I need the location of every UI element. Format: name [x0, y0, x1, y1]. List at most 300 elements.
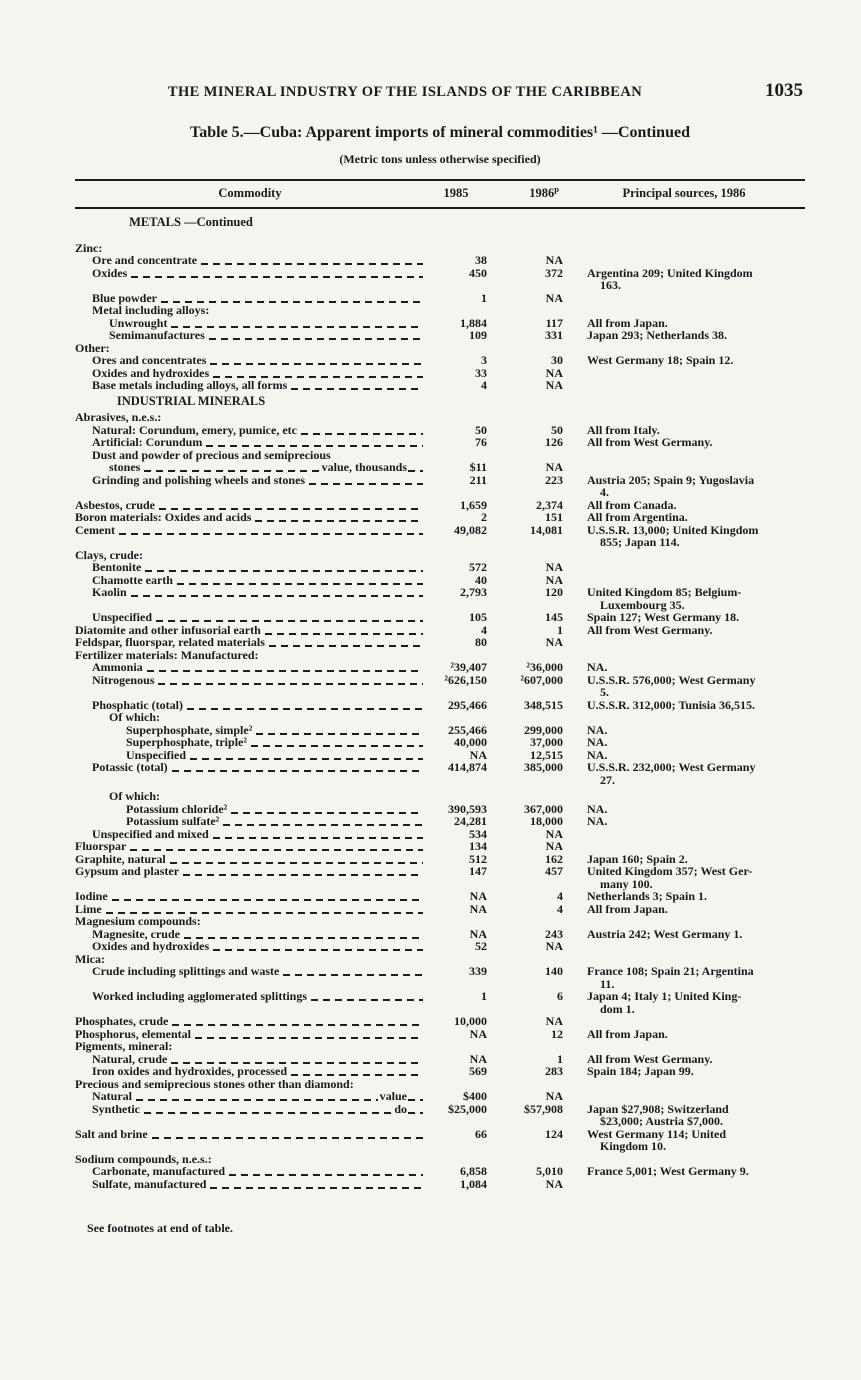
value-1985: 1 [481, 290, 487, 305]
value-1986: 385,000 [524, 760, 563, 774]
value-1986: $57,908 [524, 1101, 563, 1116]
commodity-cell [75, 815, 425, 828]
table-row [75, 674, 805, 699]
commodity-label: Unspecified and mixed [92, 826, 209, 841]
sources-cell [587, 736, 805, 749]
dash-leader [283, 974, 423, 976]
sources-line: Japan $27,908; Switzerland [587, 1101, 729, 1116]
value-1986: 6 [557, 989, 563, 1003]
value-1986: NA [545, 365, 563, 380]
unit-suffix: do [394, 1101, 407, 1116]
dash-leader [171, 326, 423, 328]
dash-leader [158, 683, 423, 685]
value-1986: 331 [545, 328, 563, 342]
table-row [75, 736, 805, 749]
table-row [75, 699, 805, 712]
column-header-1985: 1985 [443, 186, 469, 200]
commodity-label: Natural, crude [92, 1051, 168, 1066]
value-1985: 134 [469, 839, 487, 853]
group-label-row [75, 1078, 805, 1091]
sources-line: NA. [587, 801, 608, 816]
commodity-cell [75, 636, 425, 649]
sources-cell [587, 354, 805, 367]
dash-leader [231, 812, 423, 814]
value-1986: 124 [545, 1126, 563, 1141]
commodity-label: stones [109, 460, 141, 474]
dash-leader [190, 758, 423, 760]
value-1985: NA [469, 1051, 487, 1066]
commodity-cell [75, 379, 425, 392]
commodity-label: Potassium chloride² [126, 801, 228, 816]
commodity-label: Graphite, natural [75, 851, 166, 866]
commodity-label: Iron oxides and hydroxides, processed [92, 1064, 288, 1078]
dash-leader [251, 745, 423, 747]
sources-cell [587, 329, 805, 342]
sources-cell [587, 761, 805, 786]
column-header-sources: Principal sources, 1986 [622, 186, 746, 200]
commodity-label: Oxides and hydroxides [92, 939, 210, 953]
sources-cell [587, 1028, 805, 1041]
sources-line: France 108; Spain 21; Argentina [587, 964, 754, 978]
commodity-cell [75, 524, 425, 537]
commodity-label: Iodine [75, 889, 108, 903]
sources-line: U.S.S.R. 576,000; West Germany [587, 672, 756, 687]
commodity-cell [75, 890, 425, 903]
sources-line: NA. [587, 747, 608, 762]
table-row [75, 1165, 805, 1178]
commodity-label: Sulfate, manufactured [92, 1176, 207, 1191]
dash-leader [144, 1112, 392, 1114]
sources-cell [587, 436, 805, 449]
value-1986: 2,374 [536, 497, 563, 512]
sources-line: NA. [587, 814, 608, 828]
sources-line: U.S.S.R. 232,000; West Germany [587, 760, 756, 774]
commodity-cell [75, 965, 425, 978]
commodity-label: Abrasives, n.e.s.: [75, 410, 162, 424]
value-1986: 18,000 [530, 814, 563, 828]
commodity-cell [75, 254, 425, 267]
commodity-label: Chamotte earth [92, 572, 173, 587]
sources-line: All from Japan. [587, 1026, 668, 1041]
sources-line-continuation: Kingdom 10. [600, 1139, 667, 1153]
unit-suffix: value, thousands [321, 460, 407, 474]
dash-leader [301, 433, 423, 435]
commodity-cell [75, 574, 425, 587]
commodity-cell [75, 865, 425, 878]
table-row [75, 1103, 805, 1128]
value-1986: 126 [545, 435, 563, 449]
table-row [75, 524, 805, 549]
sources-line: West Germany 18; Spain 12. [587, 353, 734, 367]
value-1986: ²607,000 [520, 672, 563, 687]
value-1985: 10,000 [454, 1014, 487, 1028]
sources-line-continuation: many 100. [600, 876, 653, 891]
value-1985: 569 [469, 1064, 487, 1078]
table-row [75, 511, 805, 524]
sources-line: U.S.S.R. 312,000; Tunisia 36,515. [587, 697, 756, 712]
dash-leader [147, 670, 423, 672]
commodity-label: Oxides and hydroxides [92, 365, 210, 380]
value-1986: NA [545, 460, 563, 474]
commodity-label: Gypsum and plaster [75, 864, 180, 878]
value-1986: NA [545, 1176, 563, 1191]
value-1985: 76 [475, 435, 487, 449]
table-row [75, 865, 805, 890]
sources-line: All from West Germany. [587, 435, 713, 449]
value-1986: NA [545, 635, 563, 649]
sources-cell [587, 965, 805, 990]
dash-leader [152, 1137, 423, 1139]
commodity-label: Salt and brine [75, 1126, 148, 1141]
sources-cell [587, 990, 805, 1015]
dash-leader [172, 770, 423, 772]
sources-line: All from West Germany. [587, 1051, 713, 1066]
value-1985: 40 [475, 572, 487, 587]
sources-line-continuation: dom 1. [600, 1001, 635, 1016]
table-row [75, 254, 805, 267]
unit-suffix: value [379, 1089, 407, 1103]
commodity-label: Superphosphate, triple² [126, 735, 247, 749]
commodity-label: Boron materials: Oxides and acids [75, 510, 252, 524]
table-row [75, 661, 805, 674]
value-1985: 147 [469, 864, 487, 878]
sources-line: All from Italy. [587, 422, 660, 437]
value-1985: 50 [475, 422, 487, 437]
commodity-label: Crude including splittings and waste [92, 964, 280, 978]
value-1985: 295,466 [448, 697, 487, 712]
dash-leader [408, 1099, 423, 1101]
value-1986: 12 [551, 1026, 563, 1041]
commodity-cell [75, 828, 425, 841]
value-1986: 37,000 [530, 735, 563, 749]
commodity-cell [75, 1128, 425, 1141]
commodity-cell [75, 411, 425, 424]
dash-leader [136, 1099, 378, 1101]
commodity-cell [75, 674, 425, 687]
dash-leader [201, 263, 423, 265]
dash-leader [172, 1024, 423, 1026]
group-label-row [75, 711, 805, 724]
sources-line-continuation: $23,000; Austria $7,000. [600, 1114, 723, 1128]
value-1986: 1 [557, 1051, 563, 1066]
table-row [75, 1028, 805, 1041]
value-1985: NA [469, 901, 487, 916]
section-header: INDUSTRIAL MINERALS [116, 393, 266, 408]
table-row [75, 815, 805, 828]
dash-leader [223, 824, 423, 826]
commodity-label: Superphosphate, simple² [126, 722, 253, 737]
value-1986: ²36,000 [526, 660, 563, 674]
dash-leader [131, 276, 423, 278]
commodity-label: Metal including alloys: [92, 303, 210, 317]
sources-cell [587, 1165, 805, 1178]
page-number: 1035 [765, 80, 803, 101]
sources-cell [587, 699, 805, 712]
commodity-label: Bentonite [92, 560, 142, 574]
table-row [75, 1178, 805, 1191]
sources-cell [587, 1128, 805, 1153]
sources-line-continuation: 163. [600, 278, 621, 292]
table-row [75, 890, 805, 903]
sources-cell [587, 624, 805, 637]
dash-leader [195, 1037, 423, 1039]
table-row [75, 1128, 805, 1153]
value-1985: NA [469, 889, 487, 903]
commodity-label: Artificial: Corundum [92, 435, 203, 449]
group-label-row [75, 549, 805, 562]
sources-line: NA. [587, 735, 608, 749]
table-row [75, 461, 805, 474]
dash-leader [131, 595, 423, 597]
sources-line: France 5,001; West Germany 9. [587, 1164, 749, 1178]
dash-leader [145, 570, 423, 572]
sources-line: NA. [587, 722, 608, 737]
commodity-cell [75, 561, 425, 574]
value-1985: 2 [481, 510, 487, 524]
value-1985: ²39,407 [450, 660, 487, 674]
sources-line: West Germany 114; United [587, 1126, 726, 1141]
table-row [75, 267, 805, 292]
commodity-label: Fertilizer materials: Manufactured: [75, 647, 259, 662]
commodity-label: Precious and semiprecious stones other than diamond: [75, 1076, 354, 1091]
commodity-label: Fluorspar [75, 839, 127, 853]
commodity-label: Unspecified [126, 747, 186, 762]
sources-cell [587, 724, 805, 737]
table-row [75, 586, 805, 611]
table-row [75, 840, 805, 853]
sources-line-continuation: 27. [600, 772, 615, 787]
value-1986: 299,000 [524, 722, 563, 737]
dash-leader [210, 1187, 423, 1189]
value-1986: 151 [545, 510, 563, 524]
commodity-label: Of which: [109, 789, 160, 803]
commodity-label: Magnesium compounds: [75, 914, 201, 928]
commodity-cell [75, 661, 425, 674]
commodity-cell [75, 736, 425, 749]
sources-cell [587, 661, 805, 674]
commodity-label: Potassium sulfate² [126, 814, 220, 828]
commodity-label: Natural: Corundum, emery, pumice, etc [92, 422, 297, 437]
value-1986: NA [545, 839, 563, 853]
commodity-cell [75, 1065, 425, 1078]
value-1985: 40,000 [454, 735, 487, 749]
value-1986: 348,515 [524, 697, 563, 712]
dash-leader [184, 937, 423, 939]
value-1985: 4 [481, 622, 487, 637]
commodity-cell [75, 761, 425, 774]
commodity-label: Phosphates, crude [75, 1014, 169, 1028]
commodity-label: Lime [75, 901, 102, 916]
commodity-label: Kaolin [92, 585, 127, 599]
sources-line: United Kingdom 85; Belgium- [587, 585, 742, 599]
value-1986: 4 [557, 901, 563, 916]
sources-cell [587, 1065, 805, 1078]
table-row [75, 940, 805, 953]
sources-line-continuation: 855; Japan 114. [600, 535, 680, 549]
commodity-label: Phosphorus, elemental [75, 1026, 192, 1041]
column-header-commodity: Commodity [218, 186, 282, 200]
group-label-row [75, 915, 805, 928]
dash-leader [210, 363, 423, 365]
sources-line: All from Japan. [587, 901, 668, 916]
commodity-cell [75, 304, 425, 317]
value-1986: NA [545, 939, 563, 953]
table-row [75, 1065, 805, 1078]
sources-line: Spain 127; West Germany 18. [587, 610, 740, 624]
commodity-label: Carbonate, manufactured [92, 1164, 226, 1178]
value-1986: NA [545, 1089, 563, 1103]
table-row [75, 436, 805, 449]
dash-leader [156, 620, 423, 622]
dash-leader [213, 949, 423, 951]
value-1985: 2,793 [460, 585, 487, 599]
table-row [75, 761, 805, 786]
column-header-1986 [487, 183, 563, 201]
commodity-cell [75, 611, 425, 624]
commodity-label: Semimanufactures [109, 328, 205, 342]
value-1985: ²626,150 [444, 672, 487, 687]
value-1986: 12,515 [530, 747, 563, 762]
table-row [75, 990, 805, 1015]
dash-leader [255, 520, 423, 522]
sources-line: Argentina 209; United Kingdom [587, 265, 753, 280]
dash-leader [119, 533, 423, 535]
commodity-label: Unwrought [109, 315, 168, 330]
dash-leader [130, 849, 423, 851]
sources-line: All from West Germany. [587, 622, 713, 637]
table-row [75, 1090, 805, 1103]
value-1985: 1 [481, 989, 487, 1003]
commodity-label: Dust and powder of precious and semiprecious [92, 447, 331, 462]
value-1985: NA [469, 747, 487, 762]
value-1985: 572 [469, 560, 487, 574]
dash-leader [170, 862, 423, 864]
commodity-cell [75, 354, 425, 367]
sources-line: U.S.S.R. 13,000; United Kingdom [587, 522, 759, 537]
value-1986: NA [545, 253, 563, 267]
commodity-label: Pigments, mineral: [75, 1039, 173, 1053]
dash-leader [229, 1174, 423, 1176]
commodity-label: Worked including agglomerated splittings [92, 989, 308, 1003]
value-1985: 3 [481, 353, 487, 367]
commodity-label: Mica: [75, 951, 105, 966]
sources-line: United Kingdom 357; West Ger- [587, 864, 753, 878]
commodity-label: Ores and concentrates [92, 353, 207, 367]
value-1986: 140 [545, 964, 563, 978]
commodity-cell [75, 586, 425, 599]
commodity-label: Ore and concentrate [92, 253, 198, 267]
commodity-cell [75, 1040, 425, 1053]
value-1985: 211 [469, 472, 487, 487]
value-1986: 145 [545, 610, 563, 624]
table-row [75, 354, 805, 367]
sources-line: Japan 4; Italy 1; United King- [587, 989, 742, 1003]
value-1986: 5,010 [536, 1164, 563, 1178]
commodity-label: Nitrogenous [92, 672, 155, 687]
value-1985: $25,000 [448, 1101, 487, 1116]
commodity-cell [75, 267, 425, 280]
group-label-row [75, 304, 805, 317]
page-content [75, 0, 805, 1380]
value-1985: 6,858 [460, 1164, 487, 1178]
value-1985: NA [469, 1026, 487, 1041]
commodity-cell [75, 1090, 425, 1103]
sources-line: All from Argentina. [587, 510, 688, 524]
sources-cell [587, 586, 805, 611]
value-1986: 50 [551, 422, 563, 437]
commodity-label: Oxides [92, 265, 128, 280]
value-1986: NA [545, 560, 563, 574]
commodity-label: Natural [92, 1089, 132, 1103]
dash-leader [213, 837, 423, 839]
value-1986: 283 [545, 1064, 563, 1078]
value-1985: 255,466 [448, 722, 487, 737]
value-1985: 1,884 [460, 315, 487, 330]
sources-line: Netherlands 3; Spain 1. [587, 889, 708, 903]
value-1985: 66 [475, 1126, 487, 1141]
dash-leader [291, 388, 423, 390]
value-1985: 33 [475, 365, 487, 380]
value-1985: 339 [469, 964, 487, 978]
commodity-label: Magnesite, crude [92, 926, 180, 941]
table-row [75, 379, 805, 392]
value-1985: 49,082 [454, 522, 487, 537]
group-label-row [75, 790, 805, 803]
commodity-cell [75, 940, 425, 953]
value-1986: 223 [545, 472, 563, 487]
dash-leader [206, 445, 423, 447]
running-head: THE MINERAL INDUSTRY OF THE ISLANDS OF THE CARIBBEAN [167, 84, 643, 100]
table-body [75, 213, 805, 1190]
value-1985: 1,659 [460, 497, 487, 512]
sources-line: NA. [587, 660, 608, 674]
value-1985: NA [469, 926, 487, 941]
sources-cell [587, 890, 805, 903]
dash-leader [291, 1074, 423, 1076]
commodity-label: Blue powder [92, 290, 158, 305]
commodity-label: Phosphatic (total) [92, 697, 183, 712]
sources-cell [587, 611, 805, 624]
commodity-cell [75, 915, 425, 928]
commodity-cell [75, 329, 425, 342]
commodity-cell [75, 711, 425, 724]
value-1985: 38 [475, 253, 487, 267]
table-row [75, 1015, 805, 1028]
sources-cell [587, 524, 805, 549]
value-1986: 372 [545, 265, 563, 280]
commodity-cell [75, 461, 425, 474]
value-1985: 534 [469, 826, 487, 841]
commodity-label: Zinc: [75, 240, 103, 255]
value-1986: 243 [545, 926, 563, 941]
commodity-label: Grinding and polishing wheels and stones [92, 472, 306, 487]
dash-leader [408, 1112, 423, 1114]
commodity-label: Synthetic [92, 1101, 140, 1116]
footnote-reference: See footnotes at end of table. [87, 1221, 233, 1235]
value-1985: 1,084 [460, 1176, 487, 1191]
commodity-label: Ammonia [92, 660, 143, 674]
value-1986: 30 [551, 353, 563, 367]
dash-leader [309, 483, 423, 485]
value-1985: 414,874 [448, 760, 487, 774]
commodity-cell [75, 840, 425, 853]
group-label-row [75, 449, 805, 462]
dash-leader [112, 899, 423, 901]
value-1985: 4 [481, 378, 487, 392]
sources-line: Spain 184; Japan 99. [587, 1064, 694, 1078]
table-row [75, 561, 805, 574]
sources-line-continuation: 11. [600, 976, 615, 991]
